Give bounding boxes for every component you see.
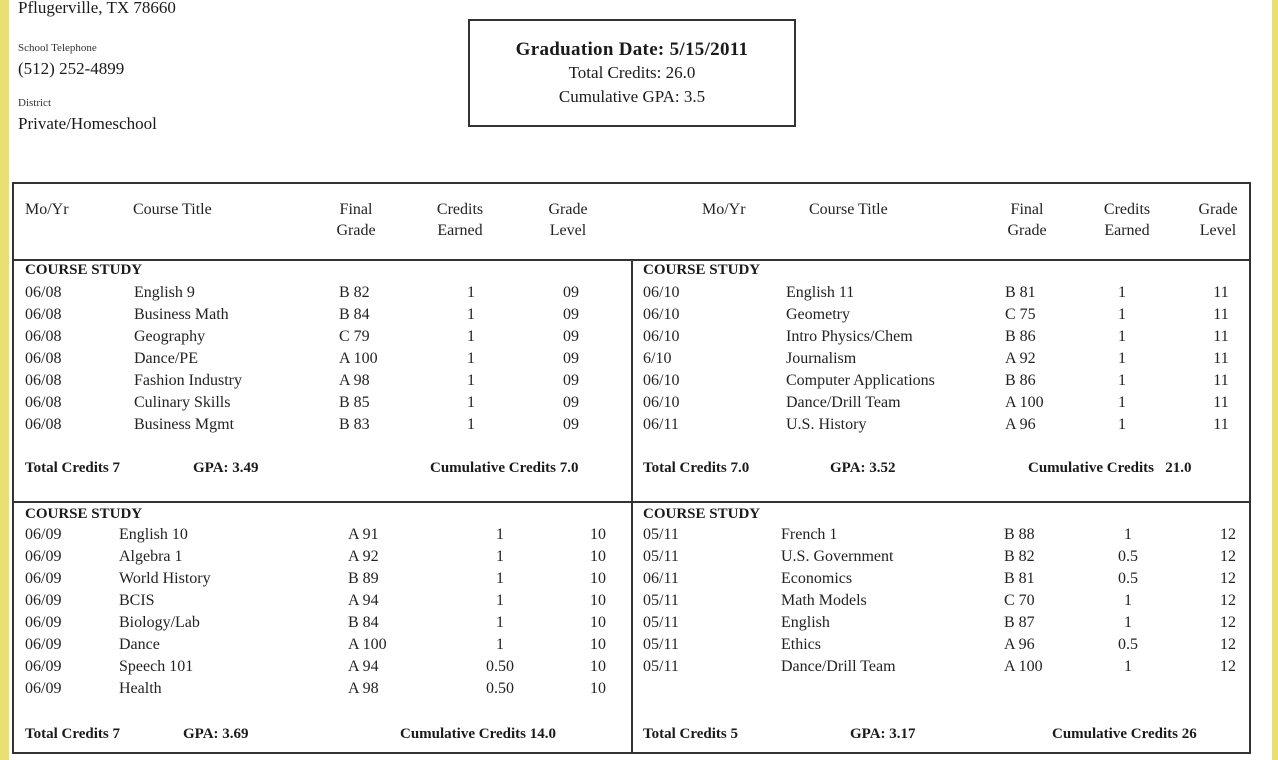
section-gpa: GPA: 3.69 (183, 726, 249, 742)
row-course-title: Dance/Drill Team (781, 658, 896, 675)
row-grade-level: 11 (1213, 394, 1229, 411)
row-course-title: Dance/PE (134, 350, 198, 367)
row-course-title: World History (119, 570, 211, 587)
row-credits-earned: 1 (467, 328, 475, 345)
row-course-title: Geometry (786, 306, 850, 323)
row-grade-level: 12 (1220, 636, 1236, 653)
row-credits-earned: 1 (1118, 284, 1126, 301)
row-final-grade: A 91 (348, 526, 379, 543)
row-final-grade: B 82 (1004, 548, 1035, 565)
page-edge-right (1272, 0, 1278, 760)
row-date: 06/08 (25, 394, 62, 411)
row-course-title: English 9 (134, 284, 195, 301)
row-course-title: English (781, 614, 830, 631)
district-label: District (18, 97, 51, 109)
row-grade-level: 09 (563, 394, 579, 411)
row-credits-earned: 1 (467, 416, 475, 433)
row-final-grade: B 83 (339, 416, 370, 433)
section-cumulative-credits: Cumulative Credits 7.0 (430, 460, 579, 476)
cumulative-gpa-summary: Cumulative GPA: 3.5 (558, 87, 706, 106)
row-grade-level: 12 (1220, 658, 1236, 675)
row-grade-level: 12 (1220, 614, 1236, 631)
row-date: 06/09 (25, 636, 62, 653)
row-grade-level: 10 (590, 636, 606, 653)
row-course-title: French 1 (781, 526, 838, 543)
section-total-credits: Total Credits 5 (643, 726, 739, 742)
page-edge-left (0, 0, 9, 760)
row-credits-earned: 1 (496, 570, 504, 587)
row-final-grade: A 96 (1005, 416, 1036, 433)
row-credits-earned: 1 (1124, 592, 1132, 609)
row-course-title: Health (119, 680, 162, 697)
total-credits-summary: Total Credits: 26.0 (568, 63, 696, 82)
row-grade-level: 12 (1220, 570, 1236, 587)
header-moyr-right: Mo/Yr (702, 201, 746, 218)
row-date: 06/08 (25, 328, 62, 345)
row-final-grade: B 87 (1004, 614, 1035, 631)
row-credits-earned: 1 (1124, 614, 1132, 631)
row-grade-level: 11 (1213, 284, 1229, 301)
section-cumulative-credits: Cumulative Credits 21.0 (1028, 460, 1192, 476)
row-date: 06/11 (643, 570, 679, 587)
row-course-title: Business Mgmt (134, 416, 235, 433)
row-credits-earned: 1 (467, 284, 475, 301)
row-credits-earned: 1 (467, 306, 475, 323)
row-course-title: Economics (781, 570, 853, 587)
header-grade-right: Grade Level (1198, 201, 1238, 239)
row-grade-level: 11 (1213, 416, 1229, 433)
row-grade-level: 09 (563, 284, 579, 301)
row-course-title: Fashion Industry (134, 372, 242, 389)
row-date: 05/11 (643, 614, 679, 631)
row-credits-earned: 1 (467, 394, 475, 411)
section-total-credits: Total Credits 7.0 (643, 460, 750, 476)
row-date: 06/10 (643, 306, 680, 323)
row-course-title: Speech 101 (119, 658, 194, 675)
row-final-grade: B 81 (1004, 570, 1035, 587)
row-date: 06/09 (25, 570, 62, 587)
row-grade-level: 09 (563, 328, 579, 345)
row-credits-earned: 1 (1124, 526, 1132, 543)
row-date: 06/10 (643, 328, 680, 345)
row-credits-earned: 1 (496, 636, 504, 653)
row-final-grade: B 88 (1004, 526, 1035, 543)
section-cumulative-credits: Cumulative Credits 26 (1052, 726, 1197, 742)
row-course-title: Dance (119, 636, 160, 653)
row-grade-level: 12 (1220, 592, 1236, 609)
row-credits-earned: 1 (1118, 394, 1126, 411)
row-credits-earned: 1 (1118, 350, 1126, 367)
row-grade-level: 09 (563, 306, 579, 323)
row-final-grade: B 89 (348, 570, 379, 587)
header-course-left: Course Title (133, 201, 212, 218)
section-cumulative-credits: Cumulative Credits 14.0 (400, 726, 556, 742)
row-final-grade: A 100 (348, 636, 387, 653)
row-final-grade: B 81 (1005, 284, 1036, 301)
row-date: 05/11 (643, 592, 679, 609)
row-credits-earned: 1 (1118, 328, 1126, 345)
row-date: 05/11 (643, 636, 679, 653)
row-credits-earned: 1 (496, 592, 504, 609)
row-final-grade: C 79 (339, 328, 370, 345)
row-final-grade: A 94 (348, 658, 379, 675)
row-grade-level: 11 (1213, 350, 1229, 367)
row-course-title: Algebra 1 (119, 548, 183, 565)
row-final-grade: A 98 (348, 680, 379, 697)
school-telephone: (512) 252-4899 (18, 59, 125, 78)
row-course-title: Business Math (134, 306, 229, 323)
section-title: COURSE STUDY (25, 506, 143, 522)
header-final-left: Final Grade (336, 201, 376, 239)
telephone-label: School Telephone (18, 42, 97, 54)
row-credits-earned: 0.50 (486, 680, 514, 697)
row-date: 06/08 (25, 372, 62, 389)
row-date: 06/08 (25, 306, 62, 323)
row-grade-level: 11 (1213, 306, 1229, 323)
row-course-title: English 10 (119, 526, 188, 543)
row-course-title: Ethics (781, 636, 821, 653)
row-date: 6/10 (643, 350, 672, 367)
row-course-title: Dance/Drill Team (786, 394, 901, 411)
row-date: 06/09 (25, 592, 62, 609)
row-final-grade: A 94 (348, 592, 379, 609)
row-final-grade: B 84 (348, 614, 379, 631)
row-credits-earned: 1 (496, 548, 504, 565)
row-final-grade: B 82 (339, 284, 370, 301)
row-course-title: Computer Applications (786, 372, 935, 389)
section-total-credits: Total Credits 7 (25, 726, 121, 742)
row-credits-earned: 1 (496, 614, 504, 631)
row-date: 05/11 (643, 548, 679, 565)
row-date: 05/11 (643, 526, 679, 543)
row-final-grade: B 85 (339, 394, 370, 411)
section-title: COURSE STUDY (25, 262, 143, 278)
row-grade-level: 10 (590, 658, 606, 675)
row-final-grade: A 100 (1005, 394, 1044, 411)
row-credits-earned: 0.5 (1118, 570, 1138, 587)
row-credits-earned: 1 (467, 350, 475, 367)
section-title: COURSE STUDY (643, 506, 761, 522)
row-credits-earned: 1 (1118, 416, 1126, 433)
row-grade-level: 11 (1213, 372, 1229, 389)
row-course-title: U.S. History (786, 416, 867, 433)
graduation-summary-box (468, 19, 796, 127)
row-date: 06/08 (25, 416, 62, 433)
section-gpa: GPA: 3.52 (830, 460, 896, 476)
row-date: 06/09 (25, 548, 62, 565)
row-date: 06/09 (25, 658, 62, 675)
row-course-title: Biology/Lab (119, 614, 200, 631)
row-grade-level: 10 (590, 570, 606, 587)
row-grade-level: 09 (563, 350, 579, 367)
row-credits-earned: 1 (467, 372, 475, 389)
row-grade-level: 11 (1213, 328, 1229, 345)
row-course-title: U.S. Government (781, 548, 894, 565)
row-date: 06/09 (25, 526, 62, 543)
graduation-date: Graduation Date: 5/15/2011 (515, 39, 749, 60)
row-grade-level: 10 (590, 526, 606, 543)
row-final-grade: A 96 (1004, 636, 1035, 653)
row-course-title: Intro Physics/Chem (786, 328, 913, 345)
row-date: 06/10 (643, 372, 680, 389)
section-title: COURSE STUDY (643, 262, 761, 278)
header-moyr-left: Mo/Yr (25, 201, 69, 218)
row-date: 06/09 (25, 680, 62, 697)
row-course-title: Geography (134, 328, 206, 345)
row-final-grade: C 75 (1005, 306, 1036, 323)
row-date: 05/11 (643, 658, 679, 675)
row-course-title: BCIS (119, 592, 155, 609)
school-district: Private/Homeschool (18, 114, 157, 133)
row-final-grade: A 92 (1005, 350, 1036, 367)
row-course-title: Journalism (786, 350, 857, 367)
row-grade-level: 10 (590, 614, 606, 631)
row-credits-earned: 1 (1124, 658, 1132, 675)
school-address: Pflugerville, TX 78660 (18, 0, 176, 17)
row-grade-level: 12 (1220, 548, 1236, 565)
row-grade-level: 12 (1220, 526, 1236, 543)
row-date: 06/10 (643, 394, 680, 411)
row-grade-level: 10 (590, 680, 606, 697)
row-final-grade: A 98 (339, 372, 370, 389)
row-date: 06/10 (643, 284, 680, 301)
row-final-grade: A 92 (348, 548, 379, 565)
row-course-title: Math Models (781, 592, 867, 609)
row-course-title: English 11 (786, 284, 855, 301)
row-grade-level: 09 (563, 372, 579, 389)
row-final-grade: B 84 (339, 306, 370, 323)
row-credits-earned: 0.5 (1118, 548, 1138, 565)
row-final-grade: B 86 (1005, 372, 1036, 389)
column-divider (631, 259, 633, 754)
row-grade-level: 10 (590, 548, 606, 565)
row-final-grade: A 100 (339, 350, 378, 367)
row-credits-earned: 0.50 (486, 658, 514, 675)
row-date: 06/09 (25, 614, 62, 631)
row-credits-earned: 1 (1118, 306, 1126, 323)
header-credits-right: Credits Earned (1103, 201, 1151, 239)
header-final-right: Final Grade (1007, 201, 1047, 239)
row-credits-earned: 1 (1118, 372, 1126, 389)
row-final-grade: B 86 (1005, 328, 1036, 345)
row-final-grade: C 70 (1004, 592, 1035, 609)
header-credits-left: Credits Earned (436, 201, 484, 239)
row-grade-level: 09 (563, 416, 579, 433)
header-course-right: Course Title (809, 201, 888, 218)
section-total-credits: Total Credits 7 (25, 460, 121, 476)
row-final-grade: A 100 (1004, 658, 1043, 675)
row-date: 06/08 (25, 350, 62, 367)
row-credits-earned: 1 (496, 526, 504, 543)
row-grade-level: 10 (590, 592, 606, 609)
row-course-title: Culinary Skills (134, 394, 231, 411)
section-gpa: GPA: 3.49 (193, 460, 259, 476)
section-gpa: GPA: 3.17 (850, 726, 916, 742)
row-date: 06/11 (643, 416, 679, 433)
header-grade-left: Grade Level (548, 201, 588, 239)
row-date: 06/08 (25, 284, 62, 301)
row-credits-earned: 0.5 (1118, 636, 1138, 653)
